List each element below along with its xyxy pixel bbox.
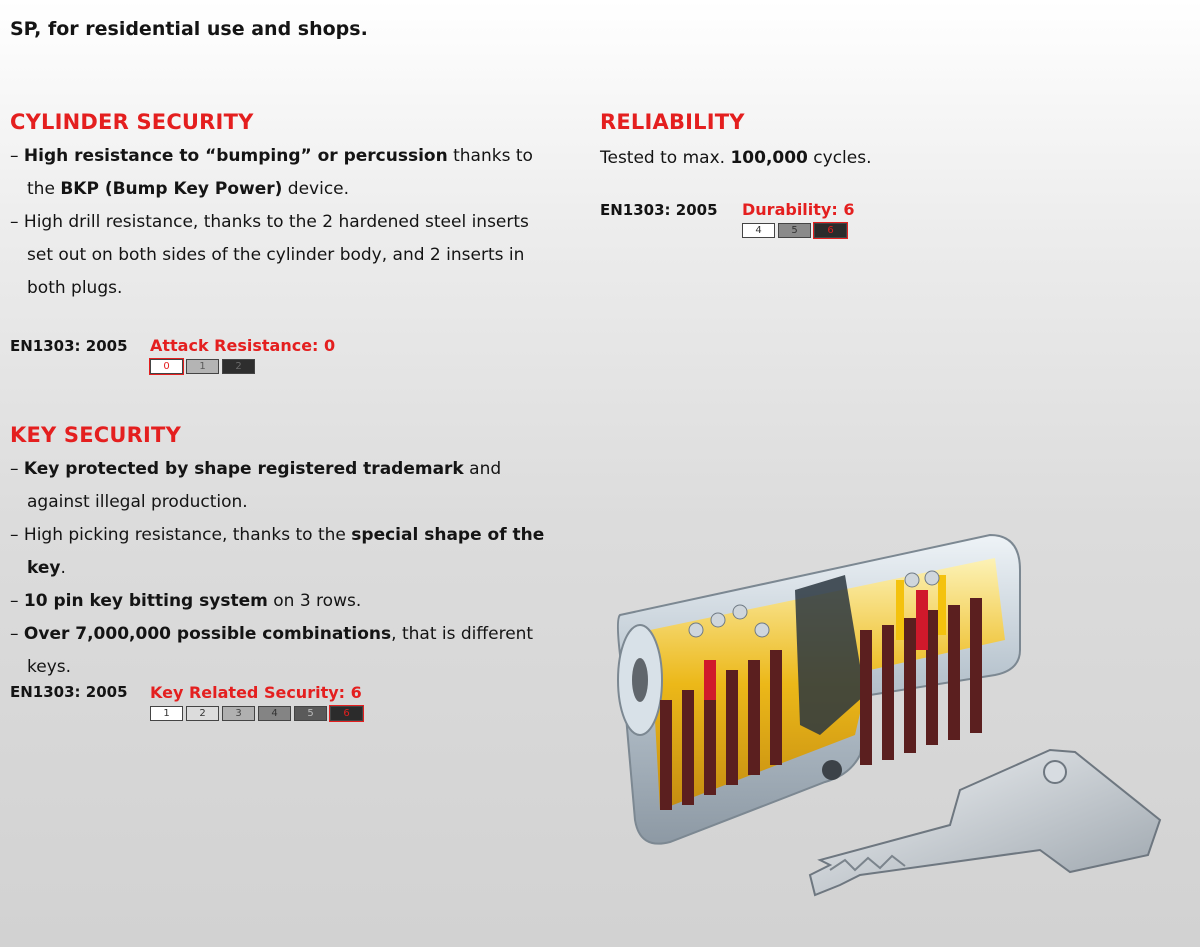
scale-box: 2 [186,706,219,721]
list-item: – 10 pin key bitting system on 3 rows. [10,585,550,618]
scale-box: 4 [258,706,291,721]
key-security-list [10,453,550,684]
scale-box: 1 [186,359,219,374]
key-icon [810,750,1160,895]
reliability-heading: RELIABILITY [600,110,745,134]
scale-box: 2 [222,359,255,374]
intro-text: SP, for residential use and shops. [10,18,368,40]
scale-box: 3 [222,706,255,721]
reliability-text: Tested to max. 100,000 cycles. [600,148,872,168]
scale-box: 4 [742,223,775,238]
cylinder-security-heading: CYLINDER SECURITY [10,110,254,134]
cylinder-lock-illustration [600,520,1180,915]
scale-box: 6 [330,706,363,721]
durability-scale [742,223,847,238]
list-item: – Key protected by shape registered trademark and against illegal production. [10,453,550,519]
key-standard: EN1303: 2005 [10,683,128,701]
scale-box: 6 [814,223,847,238]
scale-box: 1 [150,706,183,721]
scale-box: 0 [150,359,183,374]
durability-label: Durability: 6 [742,200,855,219]
reliability-standard: EN1303: 2005 [600,201,718,219]
attack-resistance-label: Attack Resistance: 0 [150,336,336,355]
list-item: – High drill resistance, thanks to the 2 hardened steel inserts set out on both sides of the cylinder body, and 2 inserts in both plugs. [10,206,550,305]
key-security-heading: KEY SECURITY [10,423,181,447]
list-item: – High picking resistance, thanks to the special shape of the key. [10,519,550,585]
list-item: – Over 7,000,000 possible combinations, that is different keys. [10,618,550,684]
key-related-security-label: Key Related Security: 6 [150,683,362,702]
cylinder-security-list [10,140,550,305]
attack-resistance-scale [150,359,255,374]
cylinder-standard: EN1303: 2005 [10,337,128,355]
list-item: – High resistance to “bumping” or percussion thanks to the BKP (Bump Key Power) device. [10,140,550,206]
scale-box: 5 [778,223,811,238]
key-related-security-scale [150,706,363,721]
scale-box: 5 [294,706,327,721]
